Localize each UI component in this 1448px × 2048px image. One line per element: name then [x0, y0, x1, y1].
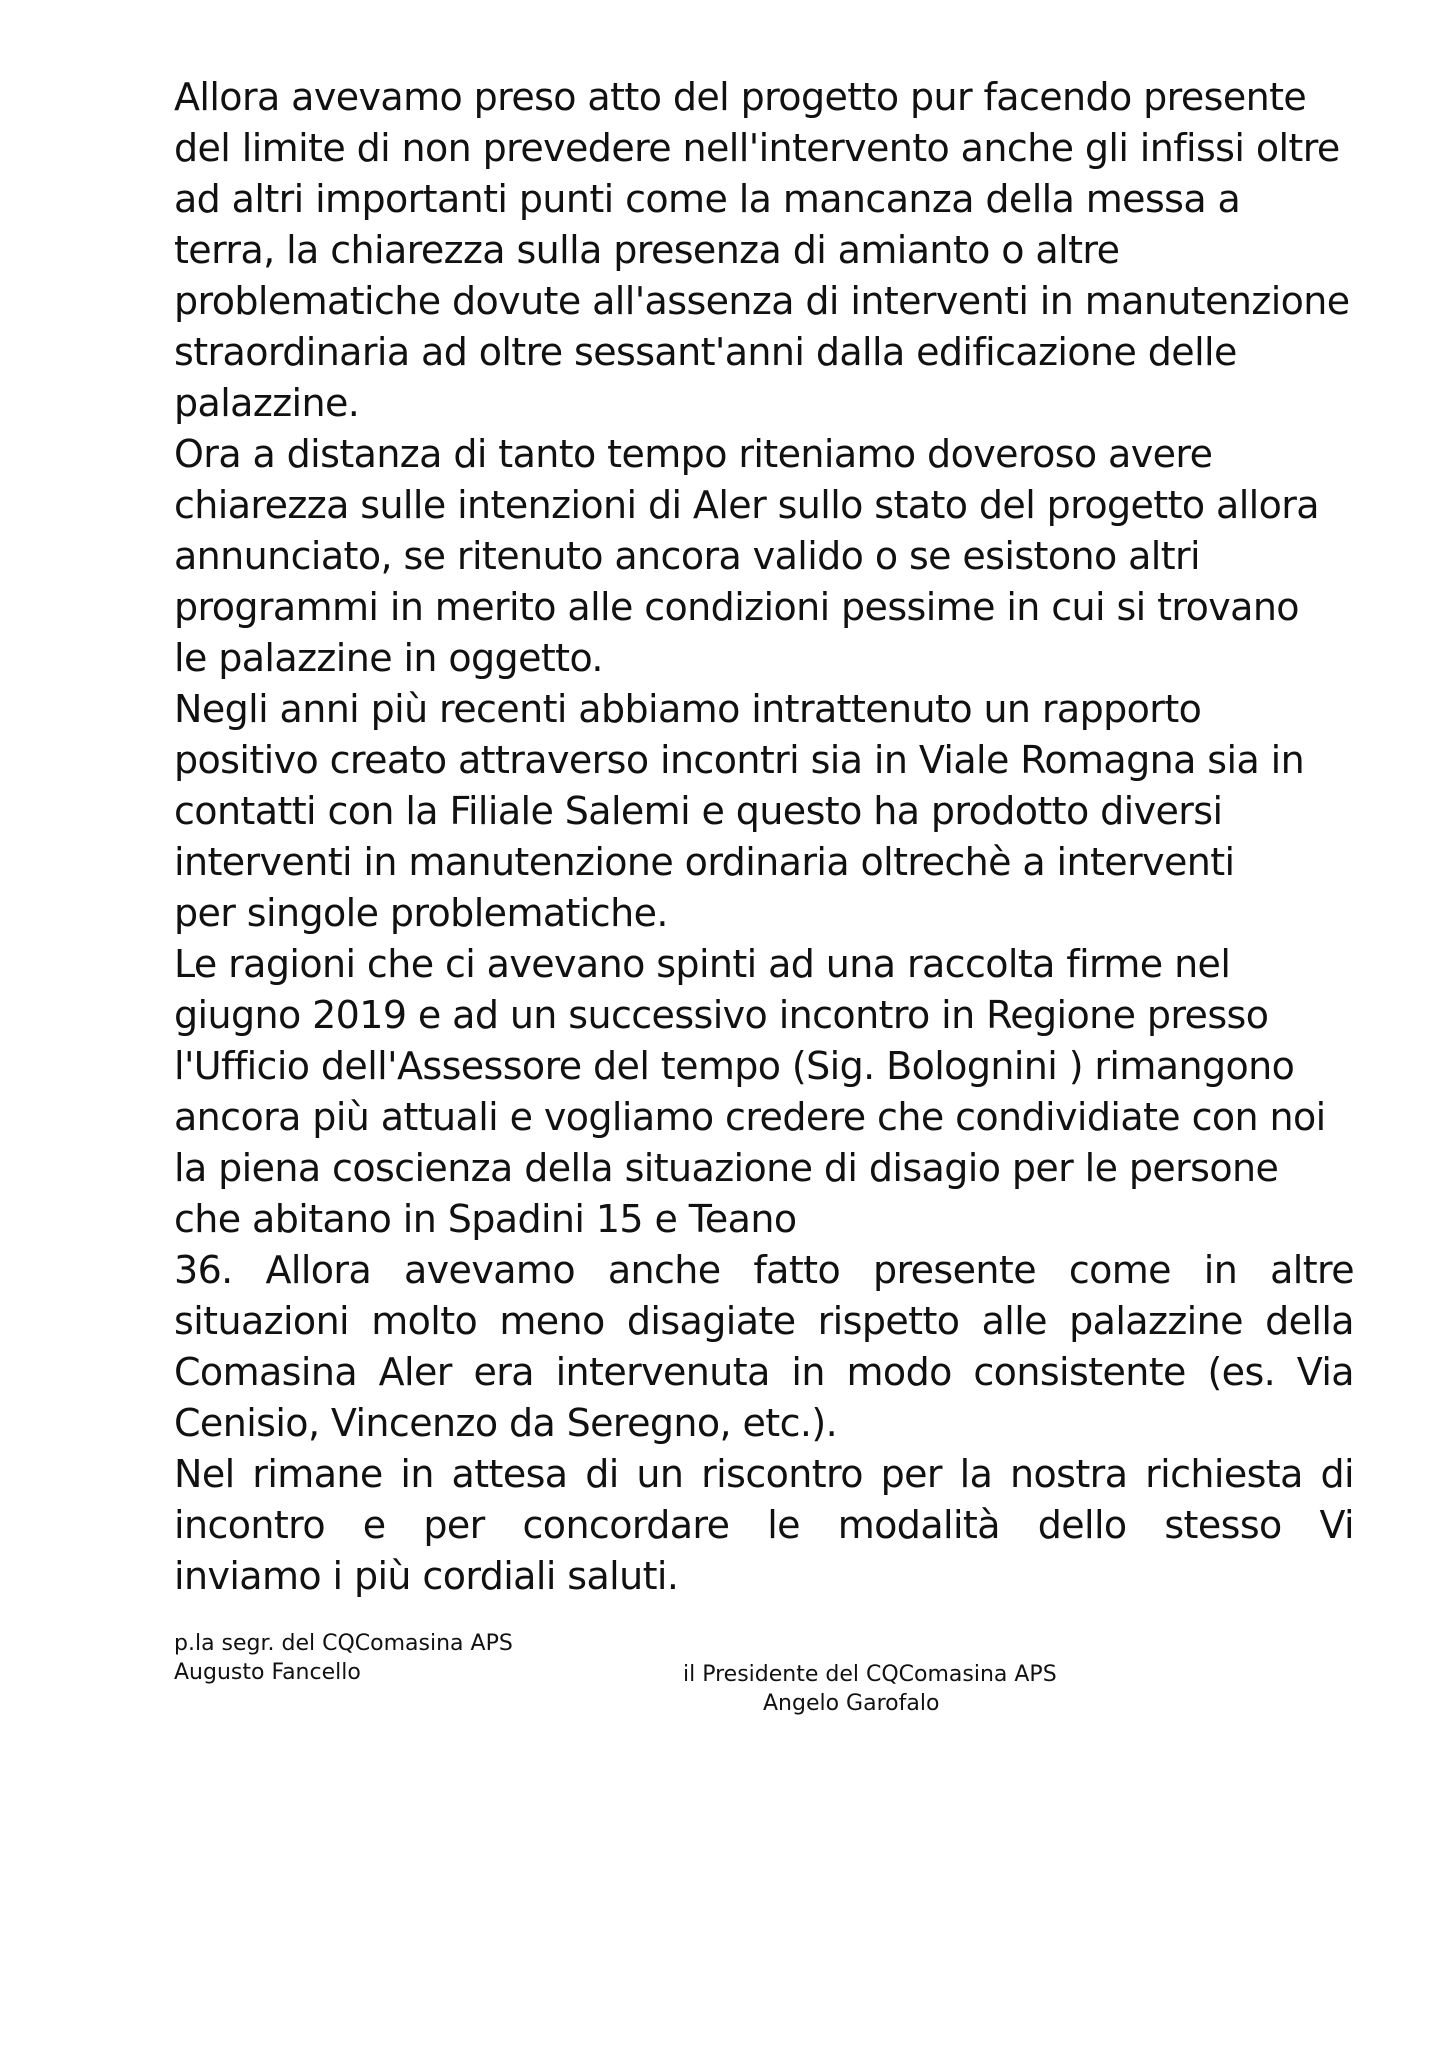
text-line: che abitano in Spadini 15 e Teano	[174, 1197, 797, 1241]
text-line: straordinaria ad oltre sessant'anni dalla edificazione delle	[174, 330, 1237, 374]
text-line: palazzine.	[174, 381, 360, 425]
text-line: per singole problematiche.	[174, 891, 668, 935]
signature-right-name: Angelo Garofalo	[763, 1691, 940, 1716]
letter-body	[174, 72, 1354, 1602]
signature-left-role: p.la segr. del CQComasina APS	[174, 1631, 513, 1656]
text-line: del limite di non prevedere nell'intervento anche gli infissi oltre	[174, 126, 1340, 170]
text-line: annunciato, se ritenuto ancora valido o se esistono altri	[174, 534, 1201, 578]
text-line: inviamo i più cordiali saluti.	[174, 1554, 679, 1598]
text-line: giugno 2019 e ad un successivo incontro in Regione presso	[174, 993, 1269, 1037]
text-line: programmi in merito alle condizioni pessime in cui si trovano	[174, 585, 1299, 629]
text-line: terra, la chiarezza sulla presenza di amianto o altre	[174, 228, 1120, 272]
signature-left-name: Augusto Fancello	[174, 1660, 361, 1685]
text-line: l'Ufficio dell'Assessore del tempo (Sig. Bolognini ) rimangono	[174, 1044, 1295, 1088]
signature-right-role: il Presidente del CQComasina APS	[683, 1662, 1057, 1687]
text-line: la piena coscienza della situazione di disagio per le persone	[174, 1146, 1279, 1190]
text-line: le palazzine in oggetto.	[174, 636, 603, 680]
text-line: 36. Allora avevamo anche fatto presente come in altre	[174, 1248, 1354, 1292]
text-line: Comasina Aler era intervenuta in modo consistente (es. Via	[174, 1350, 1354, 1394]
text-line: Nel rimane in attesa di un riscontro per la nostra richiesta di	[174, 1452, 1354, 1496]
text-line: positivo creato attraverso incontri sia in Viale Romagna sia in	[174, 738, 1305, 782]
text-line: ad altri importanti punti come la mancanza della messa a	[174, 177, 1241, 221]
text-line: Cenisio, Vincenzo da Seregno, etc.).	[174, 1401, 838, 1445]
text-line: Ora a distanza di tanto tempo riteniamo doveroso avere	[174, 432, 1213, 476]
text-line: contatti con la Filiale Salemi e questo ha prodotto diversi	[174, 789, 1223, 833]
text-line: incontro e per concordare le modalità dello stesso Vi	[174, 1503, 1354, 1547]
text-line: chiarezza sulle intenzioni di Aler sullo stato del progetto allora	[174, 483, 1319, 527]
text-line: Negli anni più recenti abbiamo intrattenuto un rapporto	[174, 687, 1202, 731]
text-line: situazioni molto meno disagiate rispetto alle palazzine della	[174, 1299, 1354, 1343]
text-line: problematiche dovute all'assenza di interventi in manutenzione	[174, 279, 1350, 323]
text-line: Allora avevamo preso atto del progetto pur facendo presente	[174, 75, 1307, 119]
text-line: interventi in manutenzione ordinaria oltrechè a interventi	[174, 840, 1235, 884]
text-line: Le ragioni che ci avevano spinti ad una raccolta firme nel	[174, 942, 1231, 986]
text-line: ancora più attuali e vogliamo credere che condividiate con noi	[174, 1095, 1326, 1139]
